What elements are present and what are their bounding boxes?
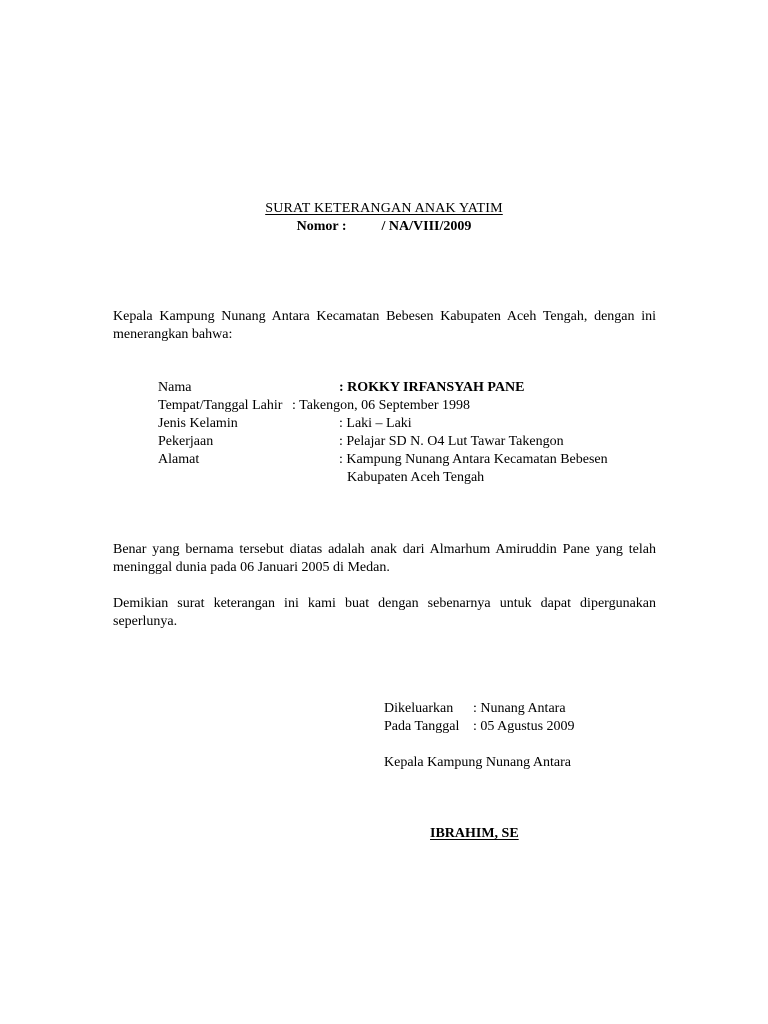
- letter-number: Nomor : / NA/VIII/2009: [296, 219, 472, 234]
- issued-date-row: [384, 718, 704, 736]
- detail-row-alamat-cont: [158, 469, 658, 487]
- detail-value-pekerjaan: : Pelajar SD N. O4 Lut Tawar Takengon: [339, 434, 564, 449]
- detail-value-jenis-kelamin: : Laki – Laki: [339, 416, 412, 431]
- detail-row-ttl: [158, 397, 658, 415]
- detail-value-ttl: : Takengon, 06 September 1998: [292, 398, 471, 413]
- detail-value-alamat: : Kampung Nunang Antara Kecamatan Bebesen: [339, 452, 608, 467]
- official-title: Kepala Kampung Nunang Antara: [384, 755, 571, 770]
- issued-place-label: Dikeluarkan: [384, 701, 454, 716]
- intro-paragraph: Kepala Kampung Nunang Antara Kecamatan Bebesen Kabupaten Aceh Tengah, dengan ini menerangkan bahwa:: [113, 309, 656, 342]
- statement-paragraph: Benar yang bernama tersebut diatas adalah anak dari Almarhum Amiruddin Pane yang telah meninggal dunia pada 06 Januari 2005 di Medan.: [113, 542, 656, 575]
- signer-name: IBRAHIM, SE: [430, 826, 519, 841]
- detail-row-pekerjaan: [158, 433, 658, 451]
- letter-title: SURAT KETERANGAN ANAK YATIM: [265, 201, 503, 216]
- detail-label: Pekerjaan: [158, 434, 214, 449]
- detail-label: Tempat/Tanggal Lahir: [158, 398, 283, 413]
- detail-value-nama: : ROKKY IRFANSYAH PANE: [339, 380, 525, 395]
- issuance-block: [384, 700, 704, 736]
- detail-row-jenis-kelamin: [158, 415, 658, 433]
- detail-value-alamat-line2: Kabupaten Aceh Tengah: [347, 470, 485, 485]
- letter-heading: [0, 200, 768, 236]
- issued-date-label: Pada Tanggal: [384, 719, 460, 734]
- personal-details: [158, 379, 658, 487]
- issued-date-value: : 05 Agustus 2009: [473, 719, 575, 734]
- detail-row-nama: [158, 379, 658, 397]
- detail-row-alamat: [158, 451, 658, 469]
- detail-label: Alamat: [158, 452, 200, 467]
- detail-label: Jenis Kelamin: [158, 416, 238, 431]
- issued-place-row: [384, 700, 704, 718]
- detail-label: Nama: [158, 380, 192, 395]
- closing-paragraph: Demikian surat keterangan ini kami buat dengan sebenarnya untuk dapat dipergunakan seperlunya.: [113, 596, 656, 629]
- issued-place-value: : Nunang Antara: [473, 701, 566, 716]
